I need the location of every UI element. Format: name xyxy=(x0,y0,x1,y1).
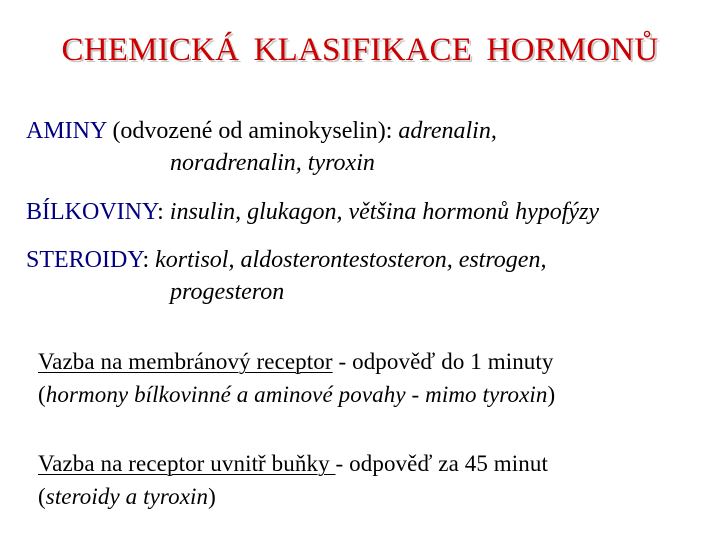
bilkoviny-examples: insulin, glukagon, většina hormonů hypofýzy xyxy=(169,199,600,225)
intracellular-receptor-label: Vazba na receptor uvnitř buňky xyxy=(38,451,336,476)
aminy-term: AMINY xyxy=(26,118,107,144)
bilkoviny-term: BÍLKOVINY xyxy=(26,199,158,225)
membrane-note-line xyxy=(38,380,555,410)
steroidy-examples-continued: progesteron xyxy=(170,279,285,305)
steroidy-term: STEROIDY xyxy=(26,247,143,273)
aminy-examples-continued: noradrenalin, tyroxin xyxy=(170,150,375,176)
membrane-response-time: - odpověď do 1 minuty xyxy=(332,349,554,374)
steroidy-line xyxy=(26,245,546,275)
steroidy-colon: : xyxy=(142,247,156,273)
membrane-paren-close: ) xyxy=(547,382,556,407)
steroidy-examples: kortisol, aldosterontestosteron, estrogen, xyxy=(155,247,547,273)
membrane-receptor-label: Vazba na membránový receptor xyxy=(38,349,333,374)
intracellular-response-time: - odpověď za 45 minut xyxy=(335,451,548,476)
slide-title: CHEMICKÁ KLASIFIKACE HORMONŮ xyxy=(61,32,659,68)
aminy-examples: adrenalin, xyxy=(398,118,497,144)
intracellular-paren-close: ) xyxy=(208,484,216,509)
membrane-paren-open: ( xyxy=(38,382,46,407)
intracellular-receptor-line xyxy=(38,449,548,479)
bilkoviny-colon: : xyxy=(157,199,170,225)
membrane-note: hormony bílkovinné a aminové povahy - mimo tyroxin xyxy=(45,382,548,407)
intracellular-paren-open: ( xyxy=(38,484,46,509)
aminy-line xyxy=(26,116,497,146)
intracellular-note-line xyxy=(38,482,216,512)
membrane-receptor-line xyxy=(38,347,554,377)
intracellular-note: steroidy a tyroxin xyxy=(45,484,209,509)
aminy-description: (odvozené od aminokyselin): xyxy=(106,118,399,144)
bilkoviny-line xyxy=(26,197,599,227)
